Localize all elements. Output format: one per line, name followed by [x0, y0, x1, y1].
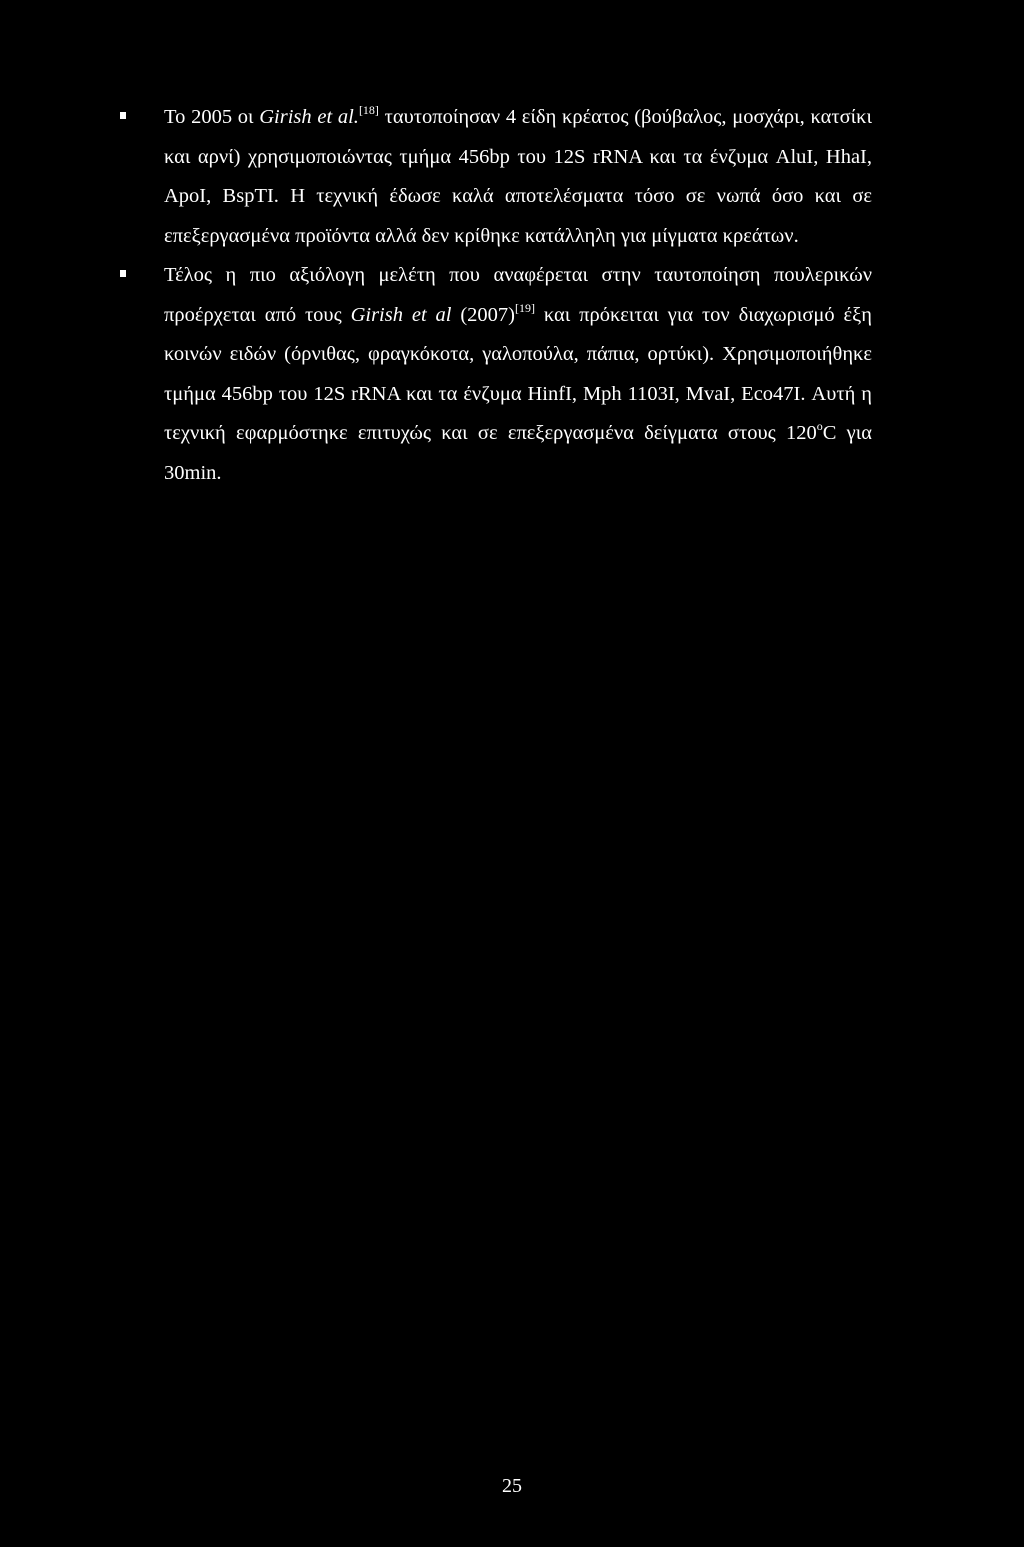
square-bullet-icon: [120, 112, 126, 119]
bullet-item-girish-2007: [120, 256, 872, 493]
bullet-text: C για 30min.: [164, 422, 872, 484]
bullet-item-girish-2005: [120, 98, 872, 256]
document-body: [120, 98, 872, 493]
bullet-text: Το 2005 οι: [164, 106, 260, 128]
bullet-text: Τέλος η πιο αξιόλογη μελέτη που αναφέρεται στην ταυτοποίηση πουλερικών προέρχεται από τους: [164, 264, 872, 326]
author-name: Girish et al: [350, 303, 452, 326]
bullet-text: και πρόκειται για τον διαχωρισμό έξη κοινών ειδών (όρνιθας, φραγκόκοτα, γαλοπούλα, πάπια, ορτύκι). Χρησιμοποιήθηκε τμήμα 456bp του 12S rRNA και τα ένζυμα HinfI, Mph 1103I, MvaI, Eco47I. Αυτή η τεχνική εφαρμόστηκε επιτυχώς και σε επεξεργασμένα δείγματα στους 120: [164, 303, 872, 444]
page-number: 25: [502, 1475, 522, 1497]
bullet-text: ταυτοποίησαν 4 είδη κρέατος (βούβαλος, μοσχάρι, κατσίκι και αρνί) χρησιμοποιώντας τμήμα 456bp του 12S rRNA και τα ένζυμα AluI, HhaI, ApoI, BspTI. Η τεχνική έδωσε καλά αποτελέσματα τόσο σε νωπά όσο και σε επεξεργασμένα προϊόντα αλλά δεν κρίθηκε κατάλληλη για μίγματα κρεάτων.: [164, 106, 872, 247]
author-name: Girish et al.: [259, 106, 359, 128]
citation-ref: [18]: [358, 103, 379, 117]
square-bullet-icon: [120, 270, 126, 277]
degree-symbol: o: [816, 419, 823, 433]
citation-ref: [19]: [514, 300, 535, 315]
citation-year: (2007): [451, 303, 515, 326]
